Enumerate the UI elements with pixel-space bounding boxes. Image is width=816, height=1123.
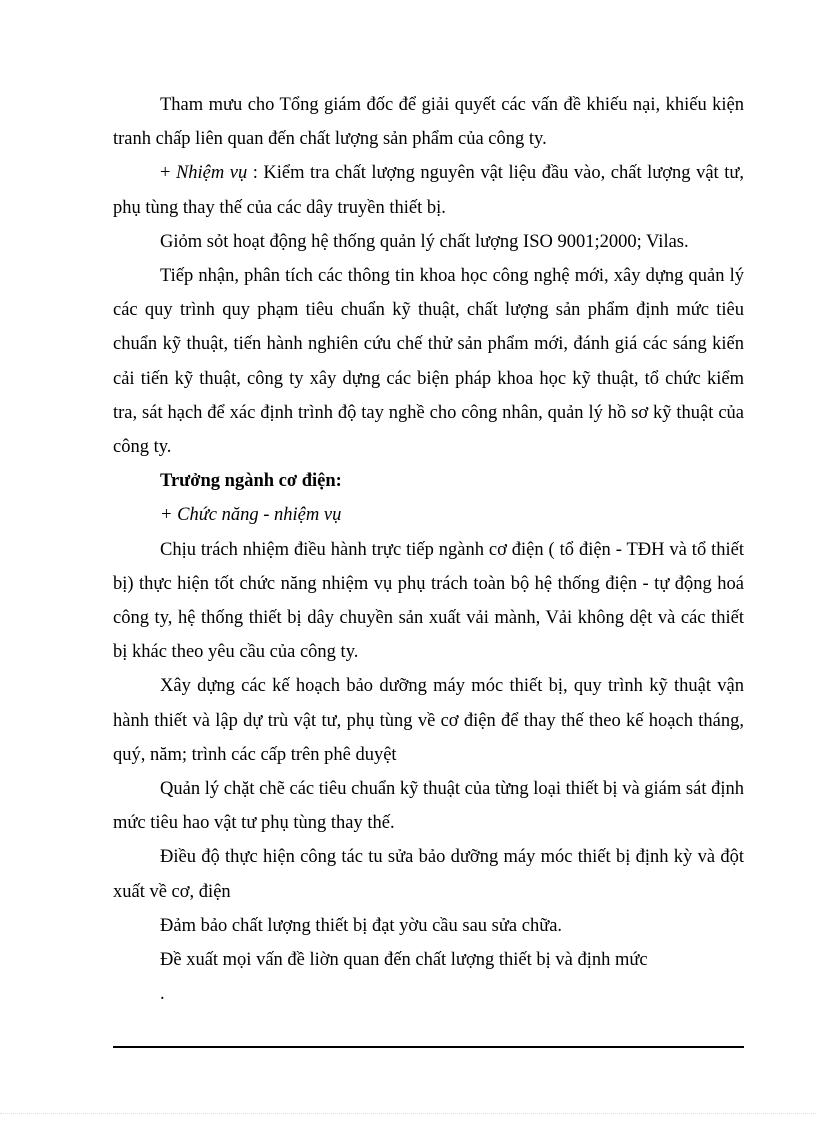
section-heading: Trưởng ngành cơ điện: <box>160 471 342 492</box>
document-body <box>113 88 744 1011</box>
duties-prefix: + <box>160 163 176 184</box>
footer-rule <box>113 1046 744 1048</box>
paragraph-maintenance-plan: Xây dựng các kế hoạch bảo dưỡng máy móc thiết bị, quy trình kỹ thuật vận hành thiết và lập dự trù vật tư, phụ tùng về cơ điện để thay thế theo kế hoạch tháng, quý, năm; trình các cấp trên phê duyệt <box>113 676 744 765</box>
paragraph-responsibility: Chịu trách nhiệm điều hành trực tiếp ngành cơ điện ( tổ điện - TĐH và tổ thiết bị) thực hiện tốt chức năng nhiệm vụ phụ trách toàn bộ hệ thống điện - tự động hoá công ty, hệ thống thiết bị dây chuyền sản xuất vải mành, Vải không dệt và các thiết bị khác theo yêu cầu của công ty. <box>113 539 744 663</box>
paragraph-duties <box>113 156 744 224</box>
paragraph-advise: Tham mưu cho Tổng giám đốc để giải quyết các vấn đề khiếu nại, khiếu kiện tranh chấp liên quan đến chất lượng sản phẩm của công ty. <box>113 95 744 150</box>
section-subheading: + Chức năng - nhiệm vụ <box>160 505 342 526</box>
paragraph-quality: Đảm bảo chất lượng thiết bị đạt yờu cầu sau sửa chữa. <box>160 915 563 936</box>
paragraph-research: Tiếp nhận, phân tích các thông tin khoa học công nghệ mới, xây dựng quản lý các quy trình quy phạm tiêu chuẩn kỹ thuật, chất lượng sản phẩm định mức tiêu chuẩn kỹ thuật, tiến hành nghiên cứu chế thử sản phẩm mới, đánh giá các sáng kiến cải tiến kỹ thuật, công ty xây dựng các biện pháp khoa học kỹ thuật, tổ chức kiểm tra, sát hạch để xác định trình độ tay nghề cho công nhân, quản lý hồ sơ kỹ thuật của công ty. <box>113 266 744 458</box>
trailing-dot: . <box>160 984 165 1005</box>
duties-label: Nhiệm vụ <box>175 163 248 184</box>
paragraph-standards: Quản lý chặt chẽ các tiêu chuẩn kỹ thuật của từng loại thiết bị và giám sát định mức tiêu hao vật tư phụ tùng thay thế. <box>113 779 744 834</box>
paragraph-iso: Giỏm sỏt hoạt động hệ thống quản lý chất lượng ISO 9001;2000; Vilas. <box>160 231 689 252</box>
page-bottom-border <box>0 1113 816 1114</box>
duties-text: : Kiểm tra chất lượng nguyên vật liệu đầu vào, chất lượng vật tư, phụ tùng thay thế của các dây truyền thiết bị. <box>113 163 744 218</box>
paragraph-repair: Điều độ thực hiện công tác tu sửa bảo dưỡng máy móc thiết bị định kỳ và đột xuất về cơ, điện <box>113 847 744 902</box>
paragraph-proposal: Đề xuất mọi vấn đề liờn quan đến chất lượng thiết bị và định mức <box>160 950 648 971</box>
